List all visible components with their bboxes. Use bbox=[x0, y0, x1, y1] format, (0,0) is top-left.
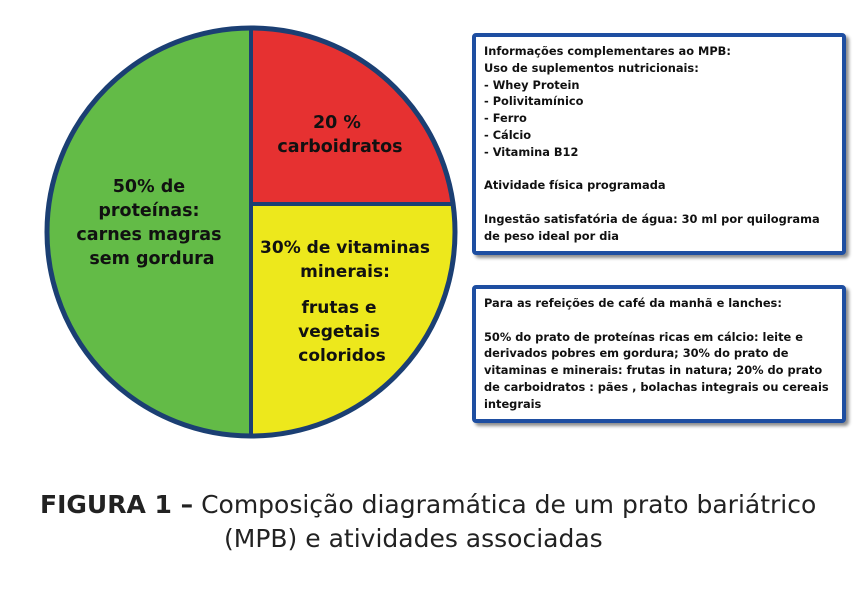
figure-label: FIGURA 1 – bbox=[40, 490, 194, 519]
box2-title: Para as refeições de café da manhã e lanches: bbox=[484, 296, 782, 310]
vitamins-label-line: coloridos bbox=[298, 346, 386, 366]
supplement-item: - Vitamina B12 bbox=[484, 144, 579, 159]
box1-title: Informações complementares ao MPB: bbox=[484, 44, 731, 58]
caption-line-1: Composição diagramática de um prato bariátrico bbox=[201, 490, 817, 519]
spacer bbox=[484, 312, 834, 329]
supplement-item: - Whey Protein bbox=[484, 77, 580, 92]
vitamins-label-line: minerais: bbox=[300, 262, 390, 282]
vitamins-label-line: 30% de vitaminas bbox=[260, 238, 431, 258]
spacer bbox=[484, 161, 834, 178]
vitamins-label-line: frutas e bbox=[301, 298, 377, 318]
protein-label-line: 50% de bbox=[112, 177, 186, 197]
supplement-item: - Cálcio bbox=[484, 127, 532, 142]
box1-subtitle: Uso de suplementos nutricionais: bbox=[484, 60, 699, 75]
supplements-info-box bbox=[472, 33, 846, 255]
carbs-label-line: 20 % bbox=[312, 113, 361, 133]
protein-label-line: carnes magras bbox=[76, 225, 222, 245]
meals-info-box bbox=[472, 285, 846, 423]
plate-diagram bbox=[0, 0, 470, 470]
box2-body: 50% do prato de proteínas ricas em cálcio: leite e derivados pobres em gordura; 30% do prato de vitaminas e minerais: frutas in natura; 20% do prato de carboidratos : pães , bolachas integrais ou cereais integrais bbox=[484, 329, 829, 411]
figure-caption bbox=[40, 488, 860, 556]
water-intake-text: Ingestão satisfatória de água: 30 ml por quilograma de peso ideal por dia bbox=[484, 211, 820, 243]
supplement-item: - Polivitamínico bbox=[484, 94, 584, 109]
carbs-label-line: carboidratos bbox=[277, 137, 403, 157]
vitamins-label-line: vegetais bbox=[298, 322, 380, 342]
protein-label-line: sem gordura bbox=[89, 249, 215, 269]
caption-line-2: (MPB) e atividades associadas bbox=[224, 524, 603, 553]
activity-text: Atividade física programada bbox=[484, 178, 666, 193]
supplement-item: - Ferro bbox=[484, 111, 527, 126]
spacer bbox=[484, 194, 834, 211]
protein-label-line: proteínas: bbox=[98, 201, 200, 221]
